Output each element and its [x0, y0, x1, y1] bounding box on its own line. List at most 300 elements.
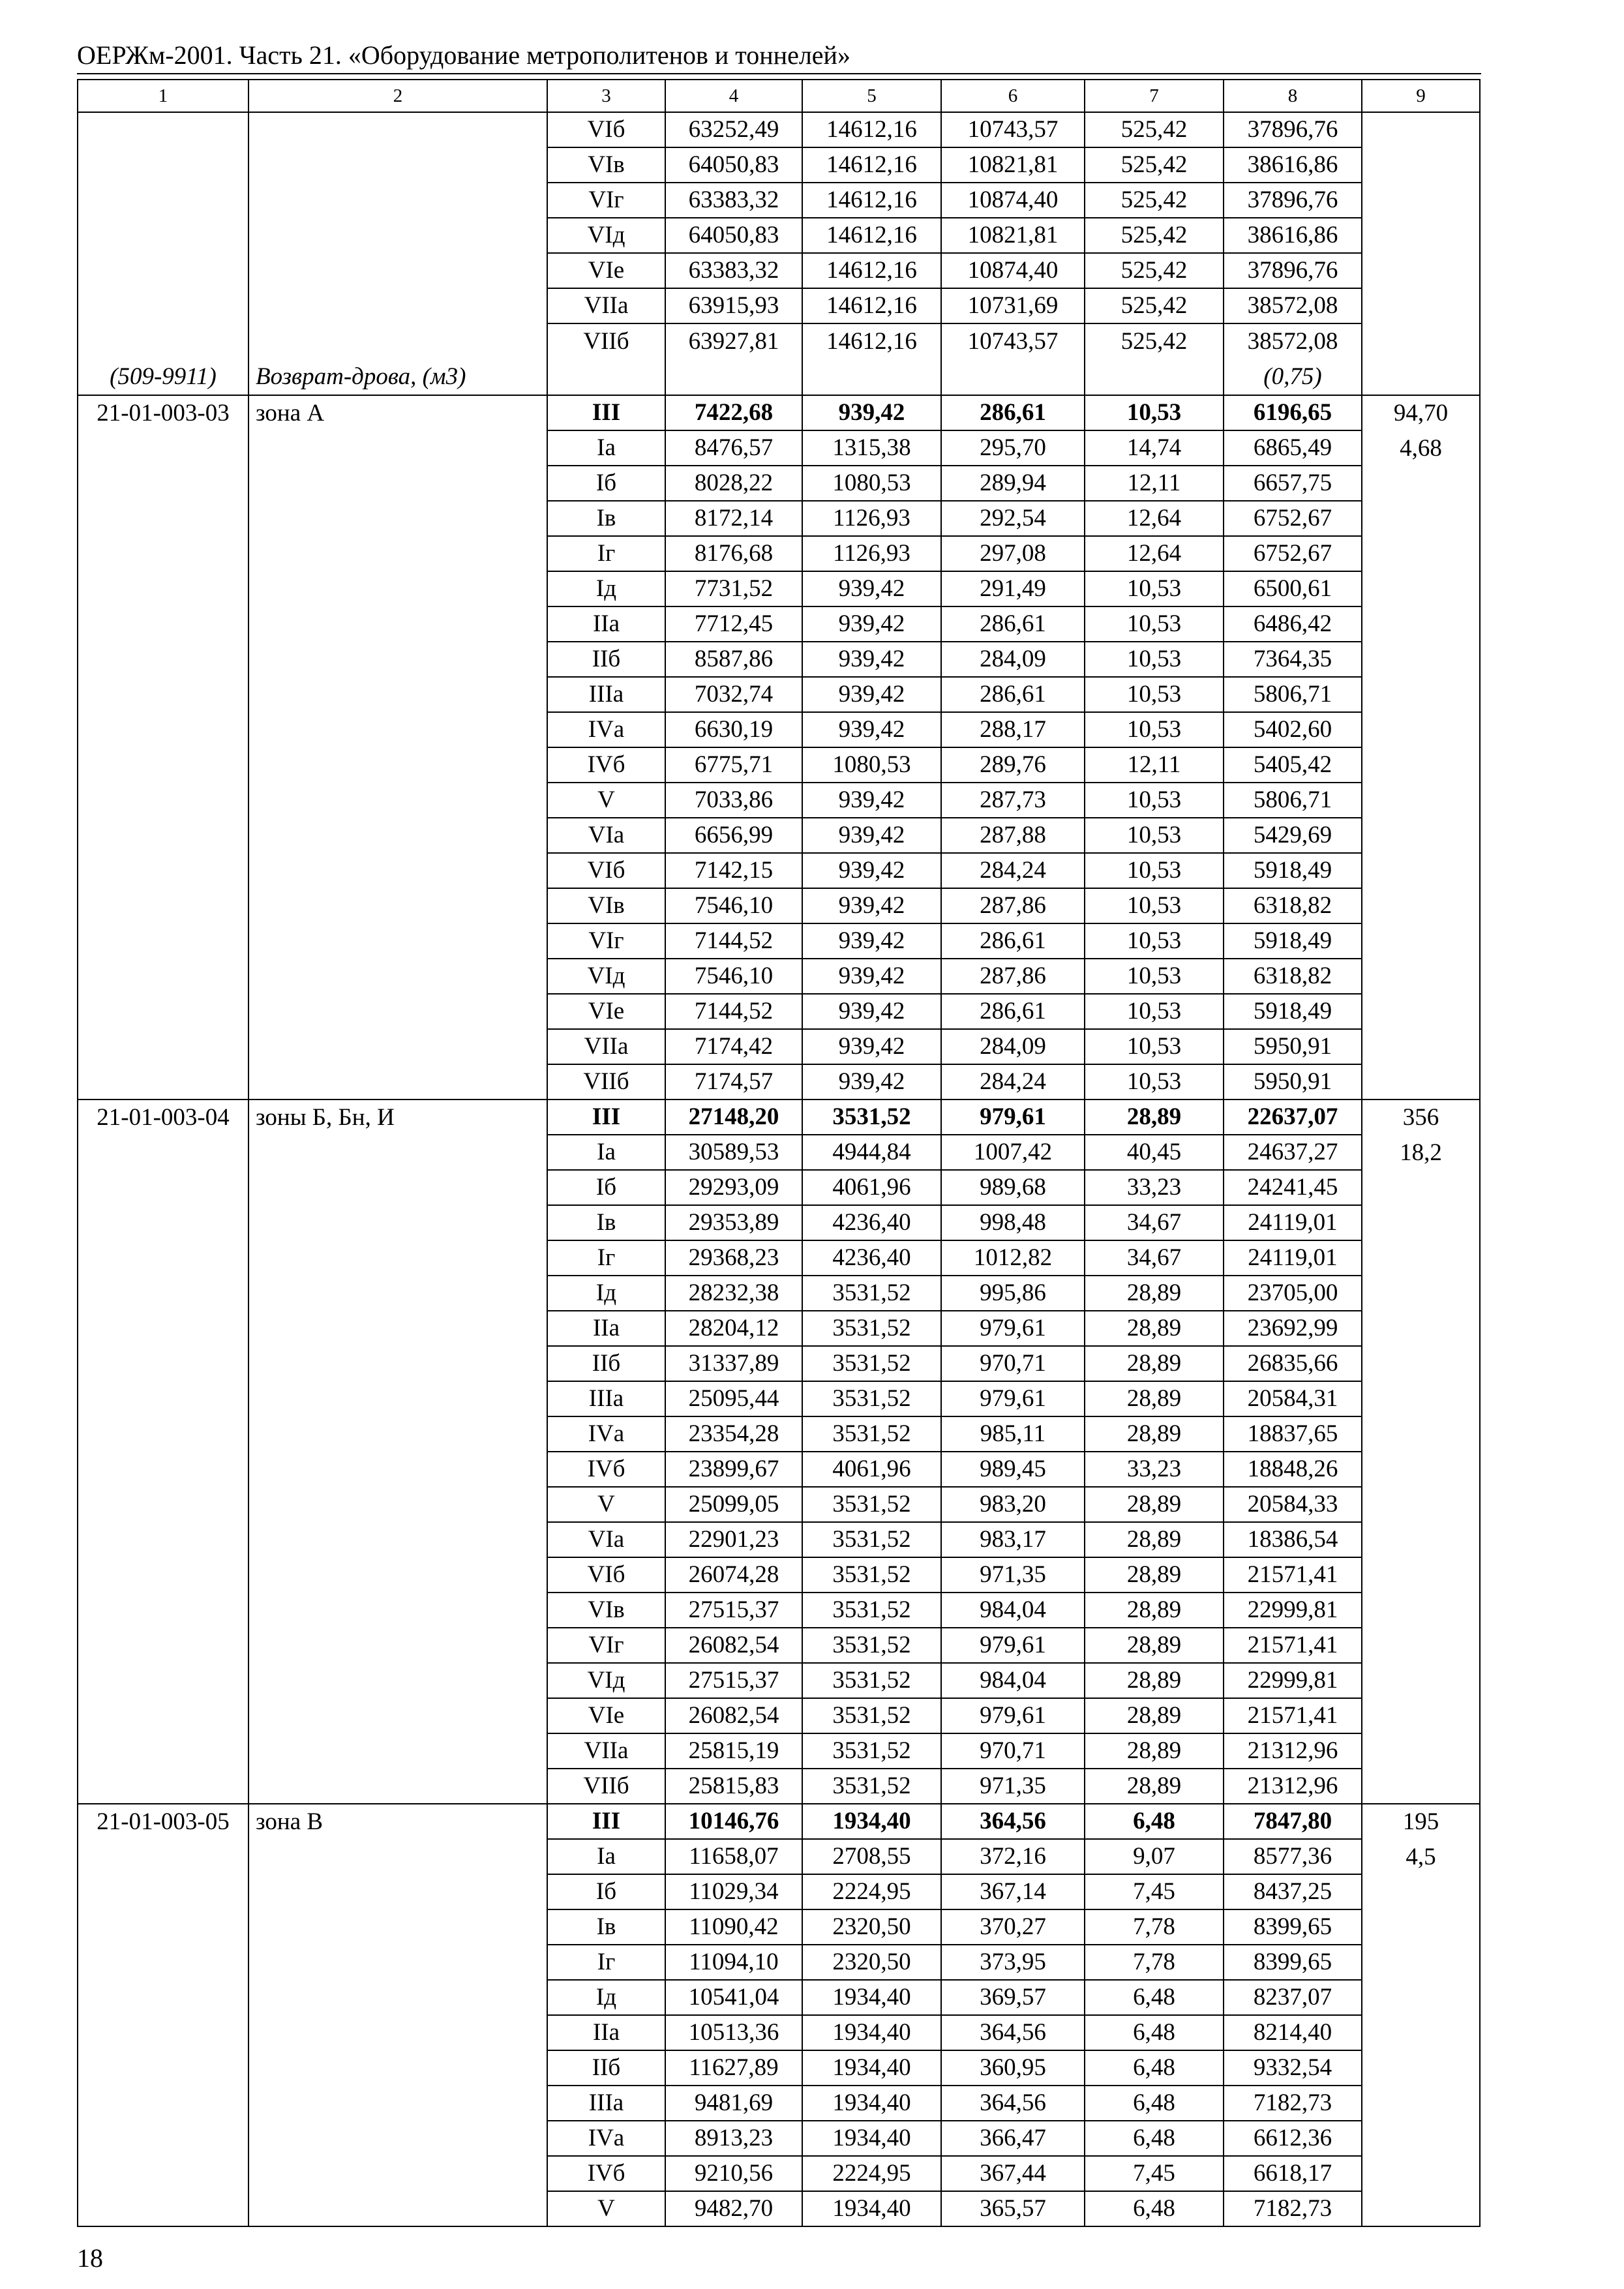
value-cell: 25815,19 — [665, 1733, 802, 1769]
value-cell: 2224,95 — [802, 2156, 941, 2191]
value-cell: 10,53 — [1085, 1064, 1224, 1100]
value: 38572,08 — [1247, 328, 1338, 355]
value-cell: 10743,57 — [941, 112, 1085, 147]
zone-cell: Iб — [547, 1170, 665, 1205]
value-cell: 286,61 — [941, 923, 1085, 959]
value-cell: 971,35 — [941, 1557, 1085, 1593]
zone-cell: VIIа — [547, 1733, 665, 1769]
value-cell: 9210,56 — [665, 2156, 802, 2191]
value-cell: 12,11 — [1085, 747, 1224, 783]
zone-cell: VIд — [547, 959, 665, 994]
value-cell: 25095,44 — [665, 1381, 802, 1416]
value-cell: 8399,65 — [1224, 1945, 1362, 1980]
value-cell: 5429,69 — [1224, 818, 1362, 853]
value-cell: 983,17 — [941, 1522, 1085, 1557]
zone-cell: VIд — [547, 1663, 665, 1698]
value-cell: 7033,86 — [665, 783, 802, 818]
zone-cell: VIIб — [547, 1769, 665, 1804]
col9-cell — [1362, 1100, 1480, 1804]
value-cell: 3531,52 — [802, 1416, 941, 1452]
name-cell — [248, 1100, 547, 1804]
value-cell: 26082,54 — [665, 1628, 802, 1663]
value-cell: 3531,52 — [802, 1381, 941, 1416]
value-cell: 1007,42 — [941, 1135, 1085, 1170]
value-cell: 10146,76 — [665, 1804, 802, 1839]
value-cell: 10874,40 — [941, 253, 1085, 288]
value-cell: 971,35 — [941, 1769, 1085, 1804]
value-cell: 22637,07 — [1224, 1100, 1362, 1135]
value-cell: 5806,71 — [1224, 677, 1362, 712]
value-cell: 4944,84 — [802, 1135, 941, 1170]
value-cell: 6,48 — [1085, 2015, 1224, 2050]
value-cell: 11094,10 — [665, 1945, 802, 1980]
value-cell: 939,42 — [802, 994, 941, 1029]
value-cell: 38572,08 — [1224, 288, 1362, 323]
value-cell: 21571,41 — [1224, 1698, 1362, 1733]
zone-cell: Iб — [547, 466, 665, 501]
col9-value: 94,70 — [1393, 400, 1449, 426]
zone-cell: Iа — [547, 1839, 665, 1874]
zone-cell: VIб — [547, 853, 665, 888]
value-cell: 10743,57 — [941, 323, 1085, 395]
value-cell: 12,64 — [1085, 501, 1224, 536]
code-cell — [78, 1100, 248, 1804]
value-cell: 6618,17 — [1224, 2156, 1362, 2191]
value-cell: 284,09 — [941, 1029, 1085, 1064]
value-cell: 291,49 — [941, 571, 1085, 606]
value-cell: 28232,38 — [665, 1276, 802, 1311]
value-cell: 37896,76 — [1224, 253, 1362, 288]
zone-cell: IVб — [547, 2156, 665, 2191]
value-cell: 4236,40 — [802, 1205, 941, 1240]
resource-code: 21-01-003-05 — [97, 1808, 230, 1835]
value-cell: 10821,81 — [941, 147, 1085, 183]
value-cell: 10,53 — [1085, 642, 1224, 677]
data-table — [77, 79, 1481, 2227]
zone-cell: IIа — [547, 2015, 665, 2050]
value-cell: 8437,25 — [1224, 1874, 1362, 1909]
value-cell: 939,42 — [802, 642, 941, 677]
value-cell: 369,57 — [941, 1980, 1085, 2015]
value-cell: 525,42 — [1085, 323, 1224, 395]
zone-cell: IIб — [547, 1346, 665, 1381]
zone-cell: VIг — [547, 923, 665, 959]
zone-cell: IIIа — [547, 2086, 665, 2121]
value-cell: 63383,32 — [665, 253, 802, 288]
value-cell: 365,57 — [941, 2191, 1085, 2226]
value-cell: 288,17 — [941, 712, 1085, 747]
value-cell: 63927,81 — [665, 323, 802, 395]
col9-value: 356 — [1402, 1104, 1439, 1131]
resource-name: зона А — [256, 400, 325, 426]
value-cell: 8237,07 — [1224, 1980, 1362, 2015]
code-cell — [78, 1804, 248, 2226]
value-cell: 14612,16 — [802, 112, 941, 147]
value-cell: 5918,49 — [1224, 853, 1362, 888]
value-cell: 10,53 — [1085, 923, 1224, 959]
value-cell: 21312,96 — [1224, 1769, 1362, 1804]
value-cell: 2320,50 — [802, 1945, 941, 1980]
value-cell: 4061,96 — [802, 1452, 941, 1487]
value-cell: 26082,54 — [665, 1698, 802, 1733]
value-cell: 286,61 — [941, 677, 1085, 712]
value-cell: 14612,16 — [802, 183, 941, 218]
value-cell: 3531,52 — [802, 1769, 941, 1804]
value-cell: 33,23 — [1085, 1452, 1224, 1487]
name-cell — [248, 395, 547, 1100]
value-cell: 10,53 — [1085, 395, 1224, 430]
value-cell: 289,76 — [941, 747, 1085, 783]
value-cell: 6,48 — [1085, 2086, 1224, 2121]
column-number: 6 — [941, 80, 1085, 112]
value-cell: 10731,69 — [941, 288, 1085, 323]
value-cell: 1012,82 — [941, 1240, 1085, 1276]
value-cell: 979,61 — [941, 1311, 1085, 1346]
value-cell: 8913,23 — [665, 2121, 802, 2156]
value-cell: 28,89 — [1085, 1663, 1224, 1698]
value-cell: 939,42 — [802, 1064, 941, 1100]
table-row — [78, 1804, 1480, 1839]
value-cell: 1934,40 — [802, 2015, 941, 2050]
value-cell: 18386,54 — [1224, 1522, 1362, 1557]
value-cell: 979,61 — [941, 1100, 1085, 1135]
value-cell: 1126,93 — [802, 536, 941, 571]
value-cell: 983,20 — [941, 1487, 1085, 1522]
page-number: 18 — [77, 2243, 103, 2273]
value-cell: 287,73 — [941, 783, 1085, 818]
value-cell: 10874,40 — [941, 183, 1085, 218]
note-name: Возврат-дрова, (м3) — [256, 363, 466, 390]
value-cell: 7174,42 — [665, 1029, 802, 1064]
value-cell: 21571,41 — [1224, 1628, 1362, 1663]
zone-cell: VIIб — [547, 1064, 665, 1100]
column-number: 7 — [1085, 80, 1224, 112]
value-cell: 998,48 — [941, 1205, 1085, 1240]
value-cell: 3531,52 — [802, 1311, 941, 1346]
value-cell: 24119,01 — [1224, 1205, 1362, 1240]
value-cell: 29353,89 — [665, 1205, 802, 1240]
zone-cell: V — [547, 783, 665, 818]
value-cell: 7847,80 — [1224, 1804, 1362, 1839]
value-cell: 284,24 — [941, 853, 1085, 888]
value-cell: 286,61 — [941, 994, 1085, 1029]
value-cell: 28,89 — [1085, 1381, 1224, 1416]
zone-cell: VIIа — [547, 1029, 665, 1064]
value-cell: 29368,23 — [665, 1240, 802, 1276]
col9-value: 195 — [1402, 1808, 1439, 1835]
value-cell: 3531,52 — [802, 1733, 941, 1769]
zone-cell: IIIа — [547, 1381, 665, 1416]
value-cell: 287,86 — [941, 959, 1085, 994]
table-row — [78, 395, 1480, 430]
value-cell: 10,53 — [1085, 994, 1224, 1029]
value-cell: 9332,54 — [1224, 2050, 1362, 2086]
value-cell: 22999,81 — [1224, 1663, 1362, 1698]
value-cell: 3531,52 — [802, 1628, 941, 1663]
value-cell: 4236,40 — [802, 1240, 941, 1276]
value-cell: 1080,53 — [802, 747, 941, 783]
value-cell: 367,14 — [941, 1874, 1085, 1909]
value-cell: 7182,73 — [1224, 2086, 1362, 2121]
value-cell: 7,78 — [1085, 1909, 1224, 1945]
value-cell: 939,42 — [802, 606, 941, 642]
value-cell: 10,53 — [1085, 783, 1224, 818]
value-cell: 6196,65 — [1224, 395, 1362, 430]
zone-cell: IIIа — [547, 677, 665, 712]
value-cell: 28,89 — [1085, 1522, 1224, 1557]
value-cell: 1934,40 — [802, 1804, 941, 1839]
value-cell: 284,24 — [941, 1064, 1085, 1100]
value-cell: 10821,81 — [941, 218, 1085, 253]
value-cell: 364,56 — [941, 2086, 1085, 2121]
value-cell: 939,42 — [802, 818, 941, 853]
value-cell: 286,61 — [941, 395, 1085, 430]
value-cell: 979,61 — [941, 1381, 1085, 1416]
value-cell: 984,04 — [941, 1663, 1085, 1698]
value-cell: 31337,89 — [665, 1346, 802, 1381]
value-cell: 289,94 — [941, 466, 1085, 501]
value-cell: 9482,70 — [665, 2191, 802, 2226]
value-cell: 6486,42 — [1224, 606, 1362, 642]
column-number: 5 — [802, 80, 941, 112]
value-cell: 9,07 — [1085, 1839, 1224, 1874]
zone-cell: VIе — [547, 253, 665, 288]
value-cell: 22999,81 — [1224, 1593, 1362, 1628]
col9-value: 4,5 — [1406, 1844, 1436, 1870]
value-cell: 3531,52 — [802, 1698, 941, 1733]
zone-cell: Iд — [547, 1980, 665, 2015]
value-cell: 28204,12 — [665, 1311, 802, 1346]
value-cell: 23899,67 — [665, 1452, 802, 1487]
value-cell: 22901,23 — [665, 1522, 802, 1557]
value-cell: 14612,16 — [802, 323, 941, 395]
value-cell: 8577,36 — [1224, 1839, 1362, 1874]
value-cell: 6865,49 — [1224, 430, 1362, 466]
value-cell: 34,67 — [1085, 1240, 1224, 1276]
value-cell: 10,53 — [1085, 959, 1224, 994]
value-cell: 8172,14 — [665, 501, 802, 536]
value-cell: 11090,42 — [665, 1909, 802, 1945]
value-cell: 28,89 — [1085, 1769, 1224, 1804]
value-cell: 525,42 — [1085, 253, 1224, 288]
zone-cell: Iг — [547, 536, 665, 571]
value-cell: 364,56 — [941, 1804, 1085, 1839]
value-cell: 3531,52 — [802, 1100, 941, 1135]
value-cell: 28,89 — [1085, 1311, 1224, 1346]
value-cell: 370,27 — [941, 1909, 1085, 1945]
zone-cell: VIIб — [547, 323, 665, 395]
value-cell: 64050,83 — [665, 147, 802, 183]
zone-cell: VIд — [547, 218, 665, 253]
value-cell: 64050,83 — [665, 218, 802, 253]
value-cell: 3531,52 — [802, 1276, 941, 1311]
value-cell: 8176,68 — [665, 536, 802, 571]
zone-cell: IVа — [547, 712, 665, 747]
zone-cell: Iг — [547, 1240, 665, 1276]
value-cell: 23354,28 — [665, 1416, 802, 1452]
value-cell: 28,89 — [1085, 1346, 1224, 1381]
value-cell: 10,53 — [1085, 677, 1224, 712]
value-cell: 6752,67 — [1224, 536, 1362, 571]
value-cell: 1934,40 — [802, 2050, 941, 2086]
zone-cell: Iв — [547, 1909, 665, 1945]
value-cell: 10,53 — [1085, 712, 1224, 747]
table-row — [78, 112, 1480, 147]
value-cell: 7712,45 — [665, 606, 802, 642]
resource-code: 21-01-003-03 — [97, 400, 230, 426]
value-cell: 525,42 — [1085, 147, 1224, 183]
value-cell: 364,56 — [941, 2015, 1085, 2050]
value-cell: 970,71 — [941, 1346, 1085, 1381]
value-cell: 28,89 — [1085, 1733, 1224, 1769]
value-cell: 939,42 — [802, 923, 941, 959]
value-cell: 292,54 — [941, 501, 1085, 536]
value-cell: 1934,40 — [802, 2086, 941, 2121]
value-cell: 9481,69 — [665, 2086, 802, 2121]
value-cell: 28,89 — [1085, 1416, 1224, 1452]
value-cell: 939,42 — [802, 395, 941, 430]
value-cell: 34,67 — [1085, 1205, 1224, 1240]
value-cell: 23692,99 — [1224, 1311, 1362, 1346]
value-cell: 525,42 — [1085, 218, 1224, 253]
value-cell: 939,42 — [802, 1029, 941, 1064]
value-cell: 6,48 — [1085, 2050, 1224, 2086]
value-cell — [1224, 323, 1362, 395]
value-cell: 10,53 — [1085, 818, 1224, 853]
value-cell: 10,53 — [1085, 1029, 1224, 1064]
value-cell: 27515,37 — [665, 1593, 802, 1628]
value-cell: 7546,10 — [665, 959, 802, 994]
col9-value: 4,68 — [1400, 435, 1442, 462]
zone-cell: VIв — [547, 888, 665, 923]
value-cell: 970,71 — [941, 1733, 1085, 1769]
value-cell: 25815,83 — [665, 1769, 802, 1804]
value-cell: 4061,96 — [802, 1170, 941, 1205]
value-cell: 984,04 — [941, 1593, 1085, 1628]
col9-cell — [1362, 112, 1480, 395]
column-number: 2 — [248, 80, 547, 112]
zone-cell: VIе — [547, 994, 665, 1029]
value-cell: 10,53 — [1085, 888, 1224, 923]
value-cell: 1934,40 — [802, 1980, 941, 2015]
value-cell: 20584,33 — [1224, 1487, 1362, 1522]
zone-cell: Iб — [547, 1874, 665, 1909]
column-number: 1 — [78, 80, 248, 112]
zone-cell: V — [547, 2191, 665, 2226]
zone-cell: Iа — [547, 430, 665, 466]
value-cell: 939,42 — [802, 853, 941, 888]
value-cell: 525,42 — [1085, 112, 1224, 147]
value-cell: 24241,45 — [1224, 1170, 1362, 1205]
value-cell: 8028,22 — [665, 466, 802, 501]
note-value: (0,75) — [1263, 363, 1322, 390]
value-cell: 18837,65 — [1224, 1416, 1362, 1452]
value-cell: 985,11 — [941, 1416, 1085, 1452]
value-cell: 7142,15 — [665, 853, 802, 888]
zone-cell: Iа — [547, 1135, 665, 1170]
value-cell: 10541,04 — [665, 1980, 802, 2015]
value-cell: 37896,76 — [1224, 112, 1362, 147]
value-cell: 38616,86 — [1224, 147, 1362, 183]
value-cell: 286,61 — [941, 606, 1085, 642]
value-cell: 5402,60 — [1224, 712, 1362, 747]
table-body — [78, 112, 1480, 2226]
value-cell: 2320,50 — [802, 1909, 941, 1945]
value-cell: 10513,36 — [665, 2015, 802, 2050]
value-cell: 939,42 — [802, 677, 941, 712]
value-cell: 2708,55 — [802, 1839, 941, 1874]
page-title: ОЕРЖм-2001. Часть 21. «Оборудование метрополитенов и тоннелей» — [77, 40, 850, 70]
value-cell: 295,70 — [941, 430, 1085, 466]
value-cell: 63252,49 — [665, 112, 802, 147]
header-rule — [77, 73, 1481, 74]
value-cell: 995,86 — [941, 1276, 1085, 1311]
value-cell: 7,45 — [1085, 2156, 1224, 2191]
value-cell: 8399,65 — [1224, 1909, 1362, 1945]
value-cell: 939,42 — [802, 888, 941, 923]
value-cell: 372,16 — [941, 1839, 1085, 1874]
zone-cell: Iд — [547, 1276, 665, 1311]
value-cell: 939,42 — [802, 783, 941, 818]
zone-cell: III — [547, 1804, 665, 1839]
value-cell: 6318,82 — [1224, 959, 1362, 994]
value-cell: 63383,32 — [665, 183, 802, 218]
value-cell: 3531,52 — [802, 1593, 941, 1628]
value-cell: 6,48 — [1085, 1804, 1224, 1839]
value-cell: 297,08 — [941, 536, 1085, 571]
value-cell: 11029,34 — [665, 1874, 802, 1909]
value-cell: 1126,93 — [802, 501, 941, 536]
value-cell: 7546,10 — [665, 888, 802, 923]
value-cell: 979,61 — [941, 1628, 1085, 1663]
value-cell: 367,44 — [941, 2156, 1085, 2191]
name-cell — [248, 112, 547, 395]
value-cell: 3531,52 — [802, 1522, 941, 1557]
value-cell: 24119,01 — [1224, 1240, 1362, 1276]
value-cell: 525,42 — [1085, 183, 1224, 218]
column-number: 4 — [665, 80, 802, 112]
value-cell: 27515,37 — [665, 1663, 802, 1698]
value-cell: 7174,57 — [665, 1064, 802, 1100]
value-cell: 38616,86 — [1224, 218, 1362, 253]
value-cell: 7144,52 — [665, 994, 802, 1029]
value-cell: 6775,71 — [665, 747, 802, 783]
value-cell: 11627,89 — [665, 2050, 802, 2086]
zone-cell: VIв — [547, 147, 665, 183]
zone-cell: Iд — [547, 571, 665, 606]
value-cell: 28,89 — [1085, 1593, 1224, 1628]
value-cell: 20584,31 — [1224, 1381, 1362, 1416]
value-cell: 525,42 — [1085, 288, 1224, 323]
value-cell: 25099,05 — [665, 1487, 802, 1522]
zone-cell: VIв — [547, 1593, 665, 1628]
value-cell: 33,23 — [1085, 1170, 1224, 1205]
value-cell: 28,89 — [1085, 1100, 1224, 1135]
value-cell: 10,53 — [1085, 606, 1224, 642]
value-cell: 14612,16 — [802, 288, 941, 323]
resource-name: зоны Б, Бн, И — [256, 1104, 395, 1131]
value-cell: 10,53 — [1085, 571, 1224, 606]
value-cell: 6318,82 — [1224, 888, 1362, 923]
zone-cell: VIб — [547, 1557, 665, 1593]
value-cell: 21571,41 — [1224, 1557, 1362, 1593]
value-cell: 14612,16 — [802, 147, 941, 183]
zone-cell: Iв — [547, 501, 665, 536]
value-cell: 373,95 — [941, 1945, 1085, 1980]
value-cell: 7,78 — [1085, 1945, 1224, 1980]
value-cell: 18848,26 — [1224, 1452, 1362, 1487]
value-cell: 11658,07 — [665, 1839, 802, 1874]
